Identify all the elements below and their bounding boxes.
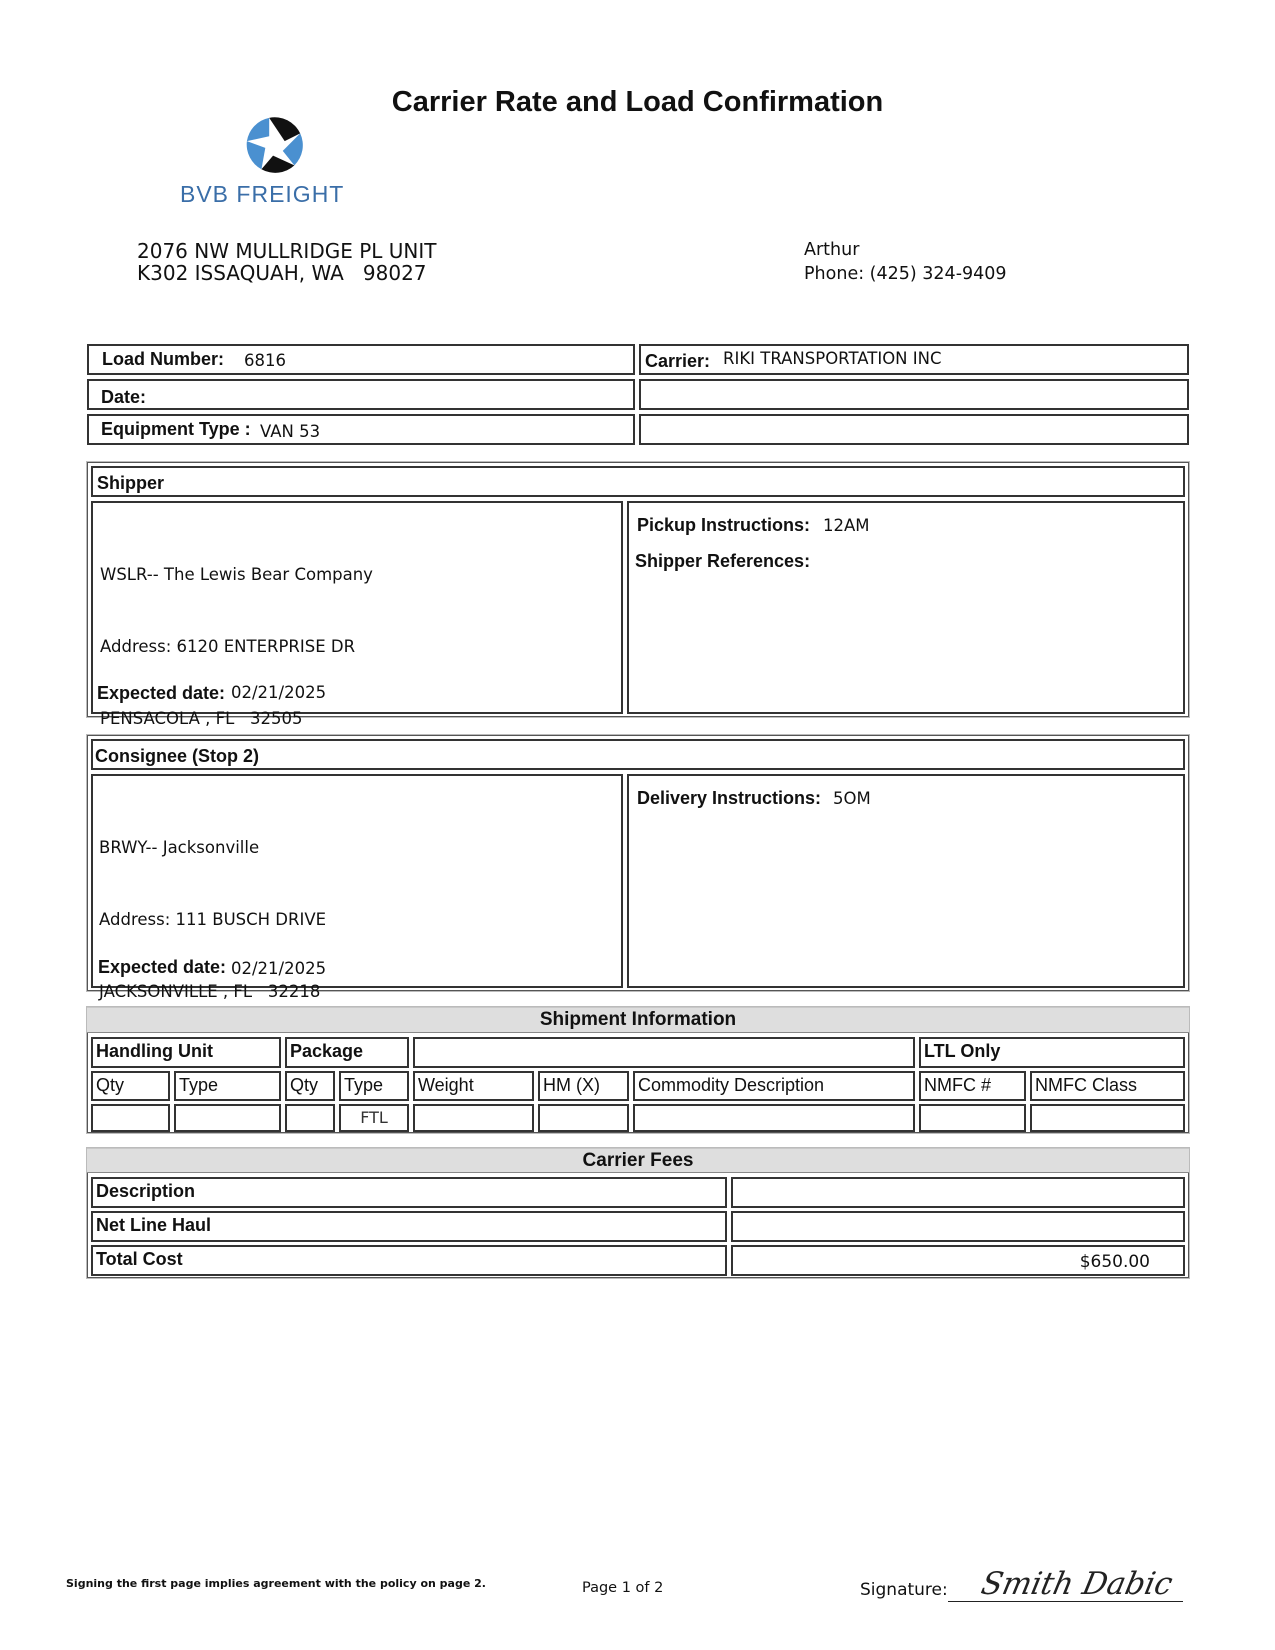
shipper-references-label: Shipper References:	[635, 551, 811, 571]
consignee-line2: Address: 111 BUSCH DRIVE	[99, 910, 327, 929]
document-title: Carrier Rate and Load Confirmation	[391, 86, 884, 118]
row-hm	[538, 1104, 629, 1132]
shipper-address-box	[91, 501, 623, 728]
carrier-fees-heading: Carrier Fees	[87, 1148, 1189, 1173]
col-header-pkg-qty: Qty	[285, 1071, 335, 1101]
col-header-pkg-type: Type	[339, 1071, 409, 1101]
shipper-section	[87, 462, 1189, 728]
shipper-line1: WSLR-- The Lewis Bear Company	[100, 565, 373, 584]
svg-text:Smith Dabic: Smith Dabic	[978, 1566, 1179, 1602]
footer-policy-note: Signing the first page implies agreement with the policy on page 2.	[66, 1577, 486, 1590]
bvb-freight-logo-icon	[244, 114, 306, 176]
fee-value-net-line-haul	[731, 1211, 1185, 1242]
row-pkg-qty	[285, 1104, 335, 1132]
company-address-line2: K302 ISSAQUAH, WA 98027	[137, 261, 427, 285]
shipper-line2: Address: 6120 ENTERPRISE DR	[100, 637, 356, 656]
row-nmfc-number	[919, 1104, 1026, 1132]
equipment-type-value: VAN 53	[260, 422, 321, 441]
shipper-heading-box	[91, 466, 1185, 497]
group-header-package: Package	[285, 1037, 409, 1068]
equipment-type-label: Equipment Type :	[101, 419, 251, 439]
fee-label-net-line-haul: Net Line Haul	[91, 1211, 727, 1242]
pickup-instructions-value: 12AM	[823, 516, 870, 535]
col-header-hu-qty: Qty	[91, 1071, 170, 1101]
col-header-commodity-description: Commodity Description	[633, 1071, 915, 1101]
group-header-blank	[413, 1037, 915, 1068]
date-field	[87, 379, 635, 410]
row-hu-qty	[91, 1104, 170, 1132]
delivery-box	[627, 774, 1185, 988]
consignee-address-box	[91, 774, 623, 1001]
pickup-box	[627, 501, 1185, 714]
group-header-ltl-only: LTL Only	[919, 1037, 1185, 1068]
signature-label: Signature:	[860, 1580, 948, 1600]
carrier-fees-section	[87, 1148, 1189, 1278]
contact-block	[804, 238, 1007, 286]
row-weight	[413, 1104, 534, 1132]
row-pkg-type: FTL	[339, 1104, 409, 1132]
shipper-expected-date: 02/21/2025	[231, 683, 327, 702]
delivery-instructions-value: 5OM	[833, 789, 871, 808]
equipment-type-field	[87, 414, 635, 445]
consignee-heading-box	[91, 739, 1185, 770]
carrier-label: Carrier:	[645, 351, 711, 371]
shipper-heading: Shipper	[97, 473, 165, 493]
col-header-nmfc-number: NMFC #	[919, 1071, 1026, 1101]
date-right-field	[639, 379, 1189, 410]
page-number: Page 1 of 2	[582, 1580, 664, 1596]
shipper-line3: PENSACOLA , FL 32505	[100, 709, 303, 728]
consignee-heading: Consignee (Stop 2)	[95, 746, 260, 766]
col-header-nmfc-class: NMFC Class	[1030, 1071, 1185, 1101]
carrier-field	[639, 344, 1189, 375]
fee-value-total-cost: $650.00	[731, 1245, 1185, 1276]
consignee-expected-date: 02/21/2025	[231, 959, 327, 978]
date-label: Date:	[101, 387, 147, 407]
pickup-instructions-label: Pickup Instructions:	[637, 515, 811, 535]
company-address	[137, 240, 437, 284]
contact-name: Arthur	[804, 240, 860, 260]
row-nmfc-class	[1030, 1104, 1185, 1132]
consignee-line3: JACKSONVILLE , FL 32218	[99, 982, 321, 1001]
row-commodity-description	[633, 1104, 915, 1132]
consignee-section	[87, 735, 1189, 1001]
shipment-information-section	[87, 1007, 1189, 1133]
load-number-value: 6816	[244, 351, 286, 370]
group-header-handling-unit: Handling Unit	[91, 1037, 281, 1068]
carrier-value: RIKI TRANSPORTATION INC	[723, 349, 942, 368]
load-number-field	[87, 344, 635, 375]
row-hu-type	[174, 1104, 281, 1132]
fee-label-description: Description	[91, 1177, 727, 1208]
load-number-label: Load Number:	[102, 349, 225, 369]
col-header-weight: Weight	[413, 1071, 534, 1101]
logo-text: BVB FREIGHT	[180, 181, 345, 207]
col-header-hm: HM (X)	[538, 1071, 629, 1101]
col-header-hu-type: Type	[174, 1071, 281, 1101]
fee-value-description	[731, 1177, 1185, 1208]
fee-label-total-cost: Total Cost	[91, 1245, 727, 1276]
equipment-right-field	[639, 414, 1189, 445]
shipment-information-heading: Shipment Information	[87, 1007, 1189, 1033]
company-address-line1: 2076 NW MULLRIDGE PL UNIT	[137, 239, 437, 263]
consignee-expected-date-label: Expected date:	[98, 957, 227, 977]
consignee-line1: BRWY-- Jacksonville	[99, 838, 260, 857]
handwritten-signature	[975, 1560, 1185, 1605]
delivery-instructions-label: Delivery Instructions:	[637, 788, 822, 808]
contact-phone: Phone: (425) 324-9409	[804, 264, 1007, 284]
shipper-expected-date-label: Expected date:	[97, 683, 226, 703]
